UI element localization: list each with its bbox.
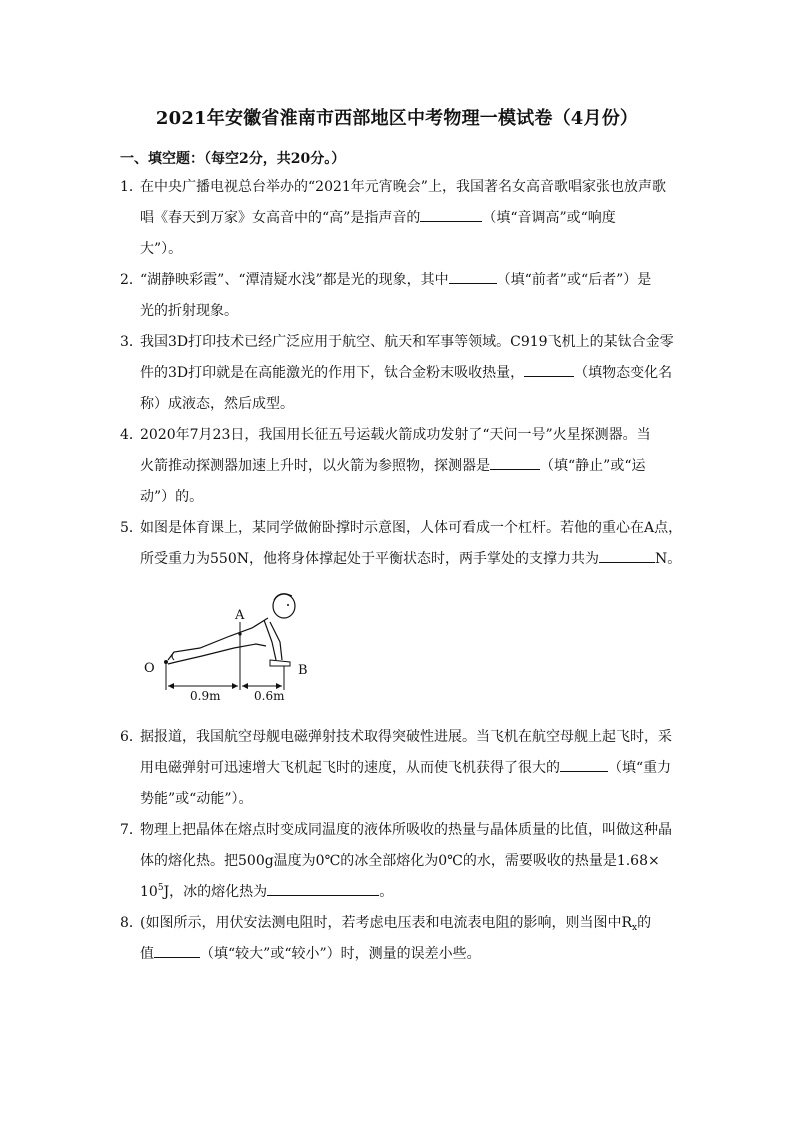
question-text: J，冰的熔化热为 [163, 884, 268, 900]
question-text: 大”）。 [140, 241, 183, 257]
question-number: 1． [120, 179, 143, 195]
arrow-left-start-icon [168, 683, 174, 689]
question-1 [120, 172, 680, 265]
question-text: 称）成液态，然后成型。 [140, 396, 294, 412]
question-2 [120, 265, 680, 327]
question-text: （填“较大”或“较小”）时，测量的误差小些。 [200, 946, 481, 962]
question-4 [120, 420, 680, 513]
question-8 [120, 908, 680, 970]
question-text: 据报道，我国航空母舰电磁弹射技术取得突破性进展。当飞机在航空母舰上起飞时，采 [140, 729, 672, 745]
answer-blank[interactable] [449, 269, 497, 284]
question-text: （填“静止”或“运 [540, 458, 646, 474]
eye-dot [287, 604, 289, 606]
question-text: 我国3D打印技术已经广泛应用于航空、航天和军事等领域。C919飞机上的某钛合金零 [140, 334, 674, 350]
label-o: O [144, 661, 155, 676]
label-b: B [298, 663, 308, 678]
body-front-outline [168, 644, 266, 664]
question-text: 件的3D打印就是在高能激光的作用下，钛合金粉末吸收热量， [140, 365, 525, 381]
question-number: 7． [120, 822, 143, 838]
pivot-point-o [164, 660, 168, 664]
question-text: 。 [379, 884, 394, 900]
answer-blank[interactable] [420, 207, 482, 222]
answer-blank[interactable] [599, 548, 655, 563]
arrow-left-end-icon [232, 683, 238, 689]
question-number: 6． [120, 729, 143, 745]
dimension-left-label: 0.9m [190, 689, 221, 703]
question-5 [120, 513, 683, 575]
question-text: 势能”或“动能”）。 [140, 791, 253, 807]
question-text: 的 [637, 915, 652, 931]
question-number: 8． [120, 915, 143, 931]
question-text: “湖静映彩霞”、“潭清疑水浅”都是光的现象，其中 [140, 272, 449, 288]
question-number: 4． [120, 427, 143, 443]
question-text: 唱《春天到万家》女高音中的“高”是指声音的 [140, 210, 421, 226]
question-text: (如图所示，用伏安法测电阻时，若考虑电压表和电流表电阻的影响，则当图中R [140, 915, 633, 931]
question-6 [120, 722, 680, 815]
answer-blank[interactable] [560, 757, 608, 772]
question-number: 3． [120, 334, 143, 350]
question-text: 在中央广播电视总台举办的“2021年元宵晚会”上，我国著名女高音歌唱家张也放声歌 [140, 179, 666, 195]
exponent: 5 [157, 883, 164, 893]
question-text: （填“重力 [608, 760, 672, 776]
question-text: 如图是体育课上，某同学做俯卧撑时示意图，人体可看成一个杠杆。若他的重心在A点， [140, 520, 683, 536]
question-text: （填物态变化名 [574, 365, 673, 381]
question-text: 物理上把晶体在熔点时变成同温度的液体所吸收的热量与晶体质量的比值，叫做这种晶 [140, 822, 672, 838]
answer-blank[interactable] [490, 455, 540, 470]
question-text: 动”）的。 [140, 489, 204, 505]
arrow-right-start-icon [242, 683, 248, 689]
question-number: 5． [120, 520, 143, 536]
hand-outline [270, 660, 290, 666]
answer-blank[interactable] [267, 881, 379, 896]
question-text: 体的熔化热。把500g温度为0℃的冰全部熔化为0℃的水，需要吸收的热量是1.68× [140, 853, 660, 869]
question-text: 火箭推动探测器加速上升时，以火箭为参照物，探测器是 [140, 458, 490, 474]
arm-back [264, 620, 276, 660]
question-text: N。 [654, 551, 682, 567]
question-text: （填“音调高”或“响度 [482, 210, 616, 226]
question-text: 2020年7月23日，我国用长征五号运载火箭成功发射了“天问一号”火星探测器。当 [140, 427, 651, 443]
subscript: x [632, 923, 638, 933]
question-7 [120, 815, 680, 908]
question-3 [120, 327, 680, 420]
label-a: A [235, 608, 245, 623]
exam-title: 2021年安徽省淮南市西部地区中考物理一模试卷（4月份） [155, 108, 639, 129]
answer-blank[interactable] [524, 362, 574, 377]
question-text: 用电磁弹射可迅速增大飞机起飞时的速度，从而使飞机获得了很大的 [140, 760, 560, 776]
question-text: 光的折射现象。 [140, 303, 238, 319]
center-of-gravity-a [238, 632, 241, 635]
dimension-right-label: 0.6m [254, 689, 285, 703]
question-text: 值 [140, 946, 154, 962]
body-back-outline [168, 618, 268, 660]
question-text: （填“前者”或“后者”）是 [496, 272, 652, 288]
pushup-lever-figure [140, 590, 330, 710]
question-number: 2． [120, 272, 143, 288]
question-text: 所受重力为550N，他将身体撑起处于平衡状态时，两手掌处的支撑力共为 [140, 551, 599, 567]
section-header: 一、填空题：（每空2分，共20分。） [120, 151, 346, 167]
question-text: 10 [140, 884, 158, 900]
answer-blank[interactable] [154, 943, 200, 958]
